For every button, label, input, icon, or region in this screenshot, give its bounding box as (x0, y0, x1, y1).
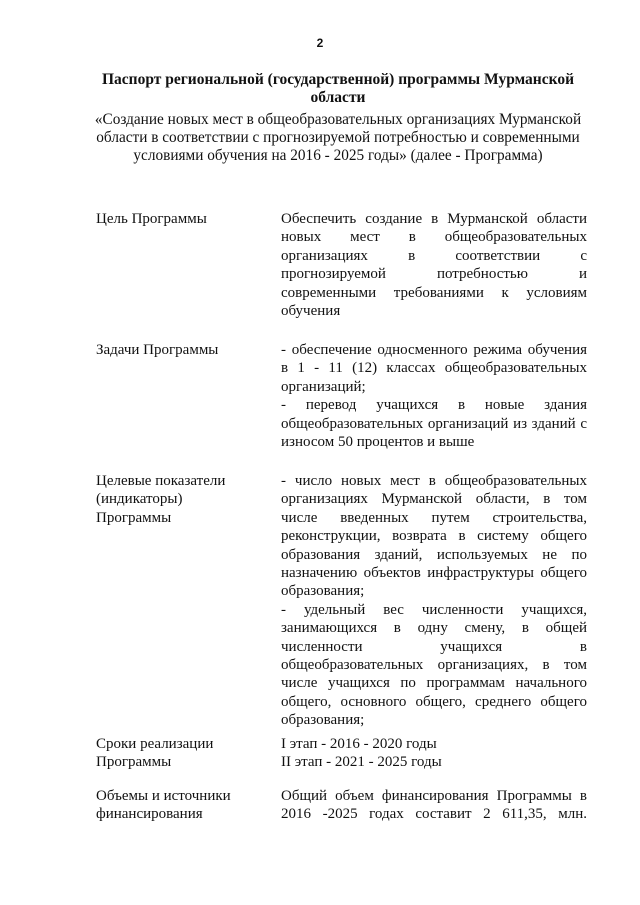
content-line: - удельный вес численности учащихся, (281, 601, 587, 618)
content-line: образования зданий, используемых не по (281, 546, 587, 563)
content-line: обучения (281, 303, 341, 320)
content-line: образования; (281, 583, 365, 600)
content-line: общеобразовательных организаций из зданий с (281, 415, 587, 432)
content-line: организациях в соответствии с (281, 247, 587, 264)
label-line: Объемы и источники (96, 788, 231, 804)
label-line: Задачи Программы (96, 342, 219, 358)
row-content-indicators (281, 472, 587, 730)
content-line: I этап - 2016 - 2020 годы (281, 736, 437, 752)
content-line: износом 50 процентов и выше (281, 434, 475, 451)
subtitle-line: условиями обучения на 2016 - 2025 годы» (далее - Программа) (133, 147, 543, 164)
title-line: Паспорт региональной (государственной) программы Мурманской (101, 71, 575, 88)
content-line: - перевод учащихся в новые здания (281, 397, 587, 414)
row-label-indicators (96, 472, 266, 527)
content-line: 2016 -2025 годах составит 2 611,35, млн. (281, 806, 587, 823)
row-content-timeline (281, 735, 587, 772)
label-line: финансирования (96, 806, 203, 823)
content-line: Обеспечить создание в Мурманской области (281, 211, 587, 227)
content-line: реконструкции, возврата в систему общего (281, 528, 587, 545)
content-line: занимающихся в одну смену, в общей (281, 620, 587, 637)
document-subtitle (88, 111, 588, 165)
title-line: области (310, 89, 366, 106)
label-line: Сроки реализации (96, 736, 214, 752)
content-line: II этап - 2021 - 2025 годы (281, 754, 442, 771)
label-line: Цель Программы (96, 211, 207, 227)
content-line: новых мест в общеобразовательных (281, 229, 587, 246)
content-line: организациях Мурманской области, в том (281, 491, 587, 508)
content-line: Общий объем финансирования Программы в (281, 788, 587, 804)
row-content-tasks (281, 341, 587, 451)
subtitle-line: области в соответствии с прогнозируемой потребностью и современными (96, 129, 580, 146)
page-number: 2 (316, 36, 324, 50)
content-line: - обеспечение односменного режима обучения (281, 342, 587, 358)
content-line: прогнозируемой потребностью и (281, 266, 587, 283)
content-line: организаций; (281, 378, 366, 395)
content-line: в 1 - 11 (12) классах общеобразовательных (281, 360, 587, 377)
subtitle-line: «Создание новых мест в общеобразовательных организациях Мурманской (94, 111, 582, 128)
content-line: - число новых мест в общеобразовательных (281, 473, 587, 489)
label-line: (индикаторы) (96, 491, 183, 508)
row-label-timeline (96, 735, 266, 772)
content-line: численности учащихся в (281, 638, 587, 655)
content-line: общеобразовательных организациях, в том (281, 657, 587, 674)
row-content-funding (281, 787, 587, 824)
content-line: назначению объектов инфраструктуры общего (281, 565, 587, 582)
document-title (92, 71, 584, 107)
label-line: Целевые показатели (96, 473, 226, 489)
content-line: числе введенных путем строительства, (281, 509, 587, 526)
content-line: общего, основного общего, среднего общего (281, 693, 587, 710)
content-line: числе учащихся по программам начального (281, 675, 587, 692)
row-label-goal (96, 210, 266, 228)
label-line: Программы (96, 509, 172, 526)
row-content-goal (281, 210, 587, 320)
row-label-tasks (96, 341, 266, 359)
label-line: Программы (96, 754, 172, 771)
content-line: современными требованиями к условиям (281, 284, 587, 301)
content-line: образования; (281, 712, 365, 729)
row-label-funding (96, 787, 266, 824)
